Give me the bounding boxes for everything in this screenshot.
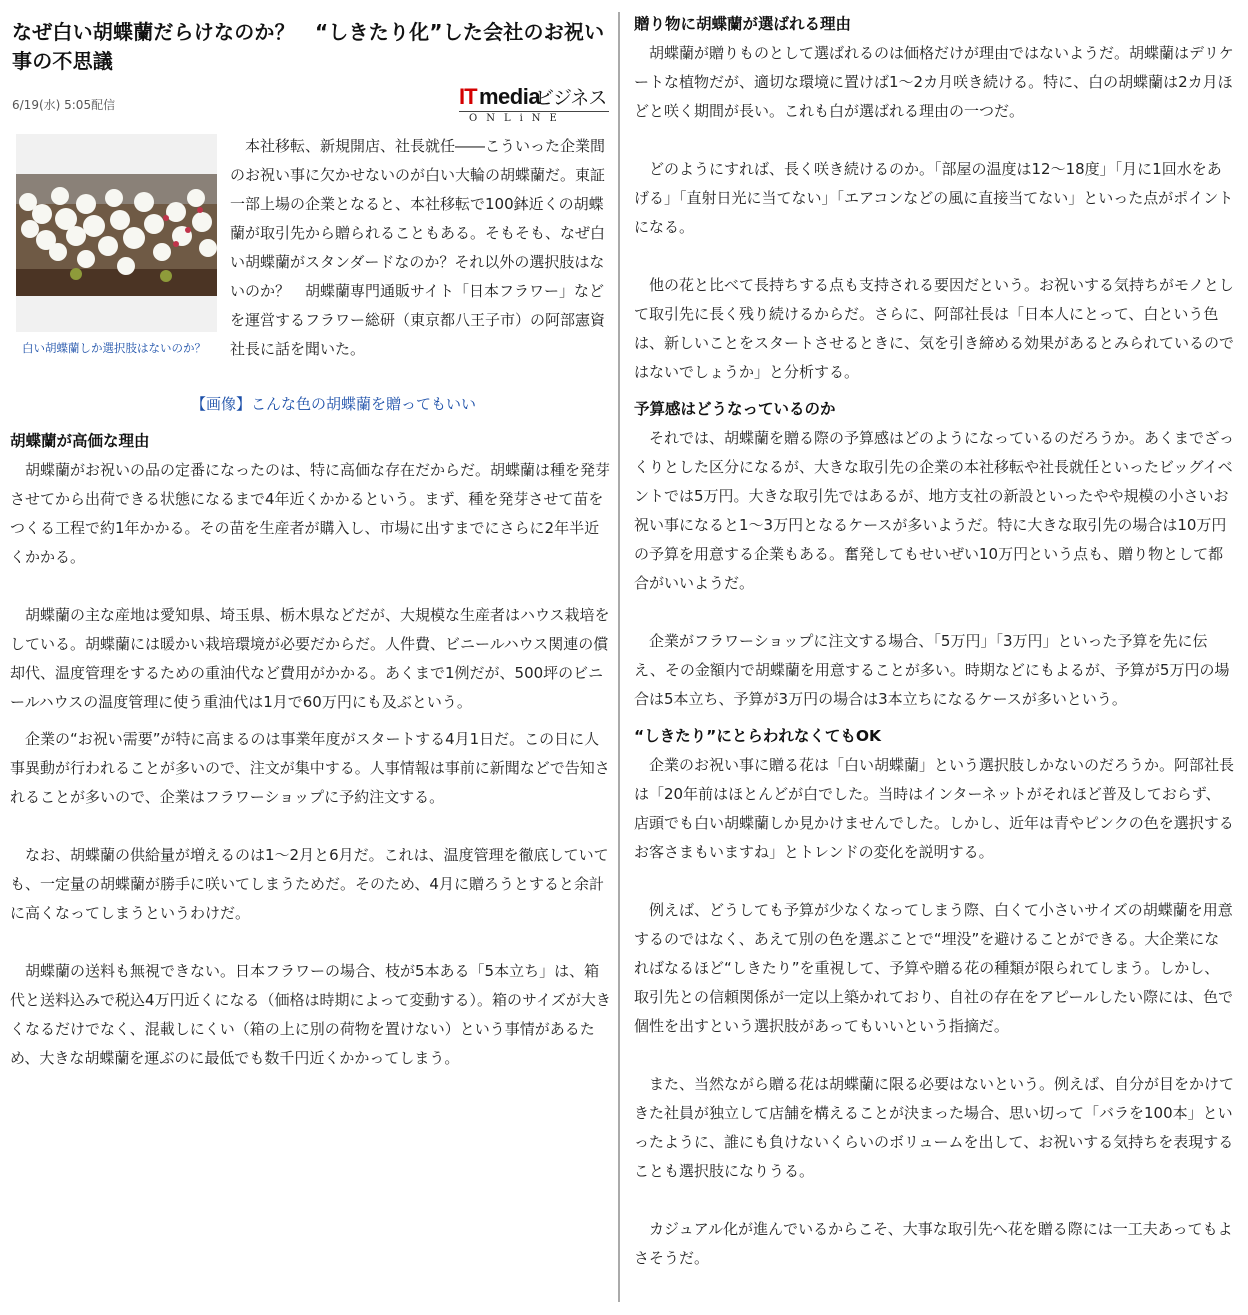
column-divider: [618, 12, 620, 1302]
image-caption-link[interactable]: 白い胡蝶蘭しか選択肢はないのか？: [22, 341, 206, 355]
logo-online-text: ONLiNE: [469, 113, 566, 124]
paragraph: カジュアル化が進んでいるからこそ、大事な取引先へ花を贈る際には一工夫あってもよさそうだ。: [634, 1220, 1233, 1267]
section-expensive: [10, 427, 613, 1073]
section-gift-reason: [634, 10, 1234, 387]
section-heading: 胡蝶蘭が高価な理由: [10, 432, 150, 450]
publish-date: 6/19(水) 5:05配信: [12, 98, 116, 112]
image-gallery-link[interactable]: 【画像】こんな色の胡蝶蘭を贈ってもいい: [190, 395, 476, 413]
paragraph: それでは、胡蝶蘭を贈る際の予算感はどのようになっているのだろうか。あくまでざっくりとした区分になるが、大きな取引先の企業の本社移転や社長就任といったビッグイベントでは5万円。大きな取引先ではあるが、地方支社の新設といったやや規模の小さいお祝い事になると1～3万円となるケースが多いようだ。特に大きな取引先の場合は10万円の予算を用意する企業もある。奮発してもせいぜい10万円という点も、贈り物として都合がいいようだ。: [634, 429, 1235, 592]
intro-paragraph: 本社移転、新規開店、社長就任――こういった企業間のお祝い事に欠かせないのが白い大輪の胡蝶蘭だ。東証一部上場の企業となると、本社移転で100鉢近くの胡蝶蘭が取引先から贈られることもある。そもそも、なぜ白い胡蝶蘭がスタンダードなのか？それ以外の選択肢はないのか？ 胡蝶蘭専門通販サイト「日本フラワー」などを運営するフラワー総研（東京都八王子市）の阿部憲資社長に話を聞いた。: [230, 137, 606, 358]
paragraph: どのようにすれば、長く咲き続けるのか。「部屋の温度は12～18度」「月に1回水をあげる」「直射日光に当てない」「エアコンなどの風に直接当てない」といった点がポイントになる。: [634, 160, 1234, 236]
logo-business-text: ビジネス: [535, 87, 607, 109]
itmedia-business-logo[interactable]: [459, 84, 609, 128]
paragraph: 例えば、どうしても予算が少なくなってしまう際、白くて小さいサイズの胡蝶蘭を用意するのではなく、あえて別の色を選ぶことで“埋没”を避けることができる。大企業になればなるほど“しきたり”を重視して、予算や贈る花の種類が限られてしまう。しかし、取引先との信頼関係が一定以上築かれており、自社の存在をアピールしたい際には、色で個性を出すという選択肢があってもいいという指摘だ。: [634, 901, 1234, 1035]
article-figure: [16, 134, 217, 356]
paragraph: 企業の“お祝い需要”が特に高まるのは事業年度がスタートする4月1日だ。この日に人事異動が行われることが多いので、注文が集中する。人事情報は事前に新聞などで告知されることが多いので、企業はフラワーショップに予約注文する。: [10, 730, 610, 806]
article-title: なぜ白い胡蝶蘭だらけなのか？ “しきたり化”した会社のお祝い事の不思議: [12, 20, 605, 73]
paragraph: 企業がフラワーショップに注文する場合、「5万円」「3万円」といった予算を先に伝え、その金額内で胡蝶蘭を用意することが多い。時期などにもよるが、予算が5万円の場合は5本立ち、予算が3万円の場合は3本立ちになるケースが多いという。: [634, 632, 1230, 708]
article-intro: [10, 134, 613, 390]
logo-it-text: IT: [459, 84, 477, 109]
paragraph: また、当然ながら贈る花は胡蝶蘭に限る必要はないという。例えば、自分が目をかけてきた社員が独立して店舗を構えることが決まった場合、思い切って「バラを100本」といったように、誰にも負けないくらいのボリュームを出して、お祝いする気持ちを表現することも選択肢になりうる。: [634, 1075, 1235, 1180]
orchid-image: [16, 174, 217, 296]
paragraph: 胡蝶蘭が贈りものとして選ばれるのは価格だけが理由ではないようだ。胡蝶蘭はデリケートな植物だが、適切な環境に置けば1～2カ月咲き続ける。特に、白の胡蝶蘭は2カ月ほどと咲く期間が長い。これも白が選ばれる理由の一つだ。: [634, 44, 1234, 120]
paragraph: 企業のお祝い事に贈る花は「白い胡蝶蘭」という選択肢しかないのだろうか。阿部社長は「20年前はほとんどが白でした。当時はインターネットがそれほど普及しておらず、店頭でも白い胡蝶蘭しか見かけませんでした。しかし、近年は青やピンクの色を選択するお客さまもいますね」とトレンドの変化を説明する。: [634, 756, 1235, 861]
section-budget: [634, 395, 1234, 714]
right-column: [634, 10, 1234, 1273]
section-tradition: [634, 722, 1234, 1273]
orchid-photo[interactable]: [16, 134, 217, 332]
paragraph: 胡蝶蘭の送料も無視できない。日本フラワーの場合、枝が5本ある「5本立ち」は、箱代と送料込みで税込4万円近くになる（価格は時期によって変動する）。箱のサイズが大きくなるだけでなく、混載しにくい（箱の上に別の荷物を置けない）という事情があるため、大きな胡蝶蘭を運ぶのに最低でも数千円近くかかってしまう。: [10, 962, 611, 1067]
section-heading: 予算感はどうなっているのか: [634, 400, 836, 418]
logo-media-text: media: [479, 84, 541, 109]
left-column: [10, 10, 613, 1073]
paragraph: 胡蝶蘭がお祝いの品の定番になったのは、特に高価な存在だからだ。胡蝶蘭は種を発芽させてから出荷できる状態になるまで4年近くかかるという。まず、種を発芽させて苗をつくる工程で約1年かかる。その苗を生産者が購入し、市場に出すまでにさらに2年半近くかかる。: [10, 461, 611, 566]
article-meta: [10, 84, 613, 128]
paragraph: なお、胡蝶蘭の供給量が増えるのは1～2月と6月だ。これは、温度管理を徹底していても、一定量の胡蝶蘭が勝手に咲いてしまうためだ。そのため、4月に贈ろうとすると余計に高くなってしまうというわけだ。: [10, 846, 609, 922]
section-heading: “しきたり”にとらわれなくてもOK: [634, 727, 882, 745]
paragraph: 胡蝶蘭の主な産地は愛知県、埼玉県、栃木県などだが、大規模な生産者はハウス栽培をしている。胡蝶蘭には暖かい栽培環境が必要だからだ。人件費、ビニールハウス関連の償却代、温度管理をするための重油代など費用がかかる。あくまで1例だが、500坪のビニールハウスの温度管理に使う重油代は1月で60万円にも及ぶという。: [10, 606, 610, 711]
paragraph: 他の花と比べて長持ちする点も支持される要因だという。お祝いする気持ちがモノとして取引先に長く残り続けるからだ。さらに、阿部社長は「日本人にとって、白という色は、新しいことをスタートさせるときに、気を引き締める効果があるとみられているのではないでしょうか」と分析する。: [634, 276, 1235, 381]
section-heading: 贈り物に胡蝶蘭が選ばれる理由: [634, 15, 852, 33]
